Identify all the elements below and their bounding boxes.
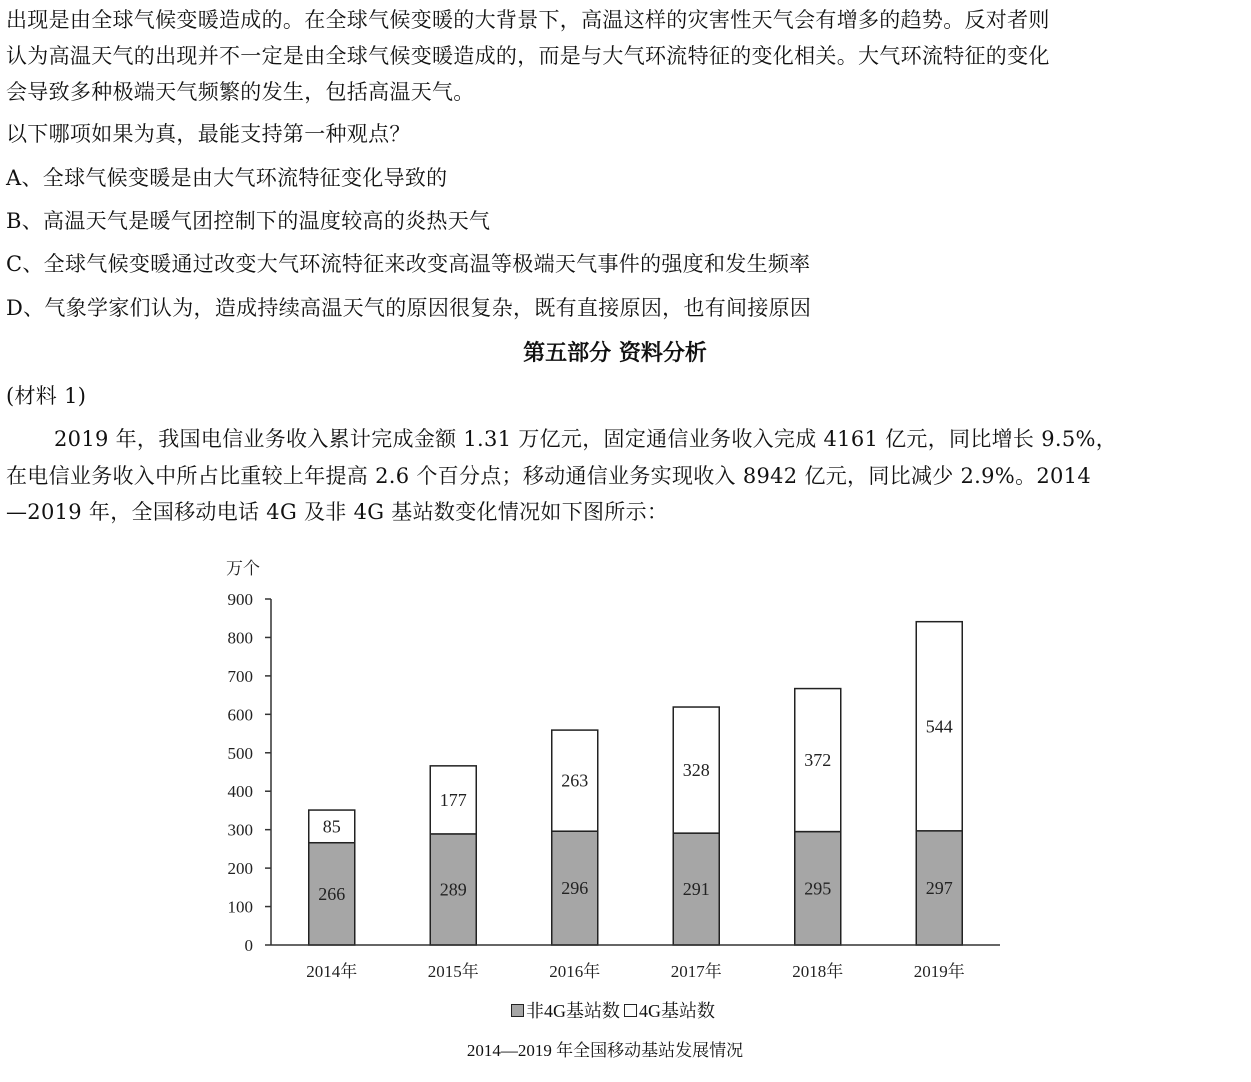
material-line-2: 在电信业务收入中所占比重较上年提高 2.6 个百分点；移动通信业务实现收入 8942 亿元，同比减少 2.9%。2014 [6,464,1092,488]
y-tick-label-2: 200 [227,859,253,879]
x-tick-label-1: 2015年 [427,962,479,981]
bar-label-4g-2: 263 [561,770,589,791]
bar-label-4g-4: 372 [804,750,832,771]
stacked-bar-chart [0,545,1251,995]
bar-label-4g-0: 85 [322,816,341,837]
bar-label-non-4g-1: 289 [439,879,467,900]
y-tick-label-0: 0 [244,936,253,955]
bar-label-non-4g-5: 297 [925,877,953,898]
y-tick-label-5: 500 [227,743,253,763]
passage-line-1: 出现是由全球气候变暖造成的。在全球气候变暖的大背景下，高温这样的灾害性天气会有增多的趋势。反对者则 [6,8,1050,32]
question-stem: 以下哪项如果为真，最能支持第一种观点？ [6,122,411,146]
chart-caption: 2014—2019 年全国移动基站发展情况 [466,1041,744,1060]
bar-label-non-4g-2: 296 [561,878,589,899]
legend-swatch-4g [624,1004,637,1017]
x-tick-label-4: 2018年 [792,962,844,981]
legend-label-non-4g: 非4G基站数 [526,1001,620,1021]
material-line-1: 2019 年，我国电信业务收入累计完成金额 1.31 万亿元，固定通信业务收入完成 4161 亿元，同比增长 9.5%， [54,427,1118,451]
y-tick-label-9: 900 [227,590,253,609]
y-tick-label-3: 300 [227,820,253,840]
y-tick-label-7: 700 [227,666,253,686]
passage-line-2: 认为高温天气的出现并不一定是由全球气候变暖造成的，而是与大气环流特征的变化相关。大气环流特征的变化 [6,44,1050,68]
chart-legend [0,999,1230,1023]
section-title: 第五部分 资料分析 [523,341,707,366]
y-tick-label-1: 100 [227,897,253,917]
x-tick-label-5: 2019年 [913,962,965,981]
x-tick-label-3: 2017年 [670,962,722,981]
material-label: (材料 1) [6,384,87,408]
legend-item-non-4g [511,1001,620,1021]
bar-label-non-4g-4: 295 [804,878,832,899]
passage-line-3: 会导致多种极端天气频繁的发生，包括高温天气。 [6,80,475,104]
bar-label-4g-3: 328 [682,760,710,781]
material-line-3: —2019 年，全国移动电话 4G 及非 4G 基站数变化情况如下图所示： [6,500,669,524]
legend-item-4g [624,1001,715,1021]
option-a: A、全球气候变暖是由大气环流特征变化导致的 [6,166,448,190]
y-tick-label-6: 600 [227,705,253,725]
bar-label-4g-1: 177 [439,789,467,810]
legend-swatch-non-4g [511,1004,524,1017]
bar-label-4g-5: 544 [925,716,953,737]
legend-label-4g: 4G基站数 [639,1001,715,1021]
y-tick-label-8: 800 [227,628,253,648]
option-b: B、高温天气是暖气团控制下的温度较高的炎热天气 [6,209,491,233]
y-tick-label-4: 400 [227,782,253,802]
bar-label-non-4g-3: 291 [682,879,710,900]
x-tick-label-2: 2016年 [549,962,601,981]
option-c: C、全球气候变暖通过改变大气环流特征来改变高温等极端天气事件的强度和发生频率 [6,252,811,276]
chart-container [0,545,1251,1075]
x-tick-label-0: 2014年 [306,962,358,981]
y-axis-unit-label: 万个 [226,559,260,578]
option-d: D、气象学家们认为，造成持续高温天气的原因很复杂，既有直接原因，也有间接原因 [6,296,812,320]
bar-label-non-4g-0: 266 [318,883,346,904]
